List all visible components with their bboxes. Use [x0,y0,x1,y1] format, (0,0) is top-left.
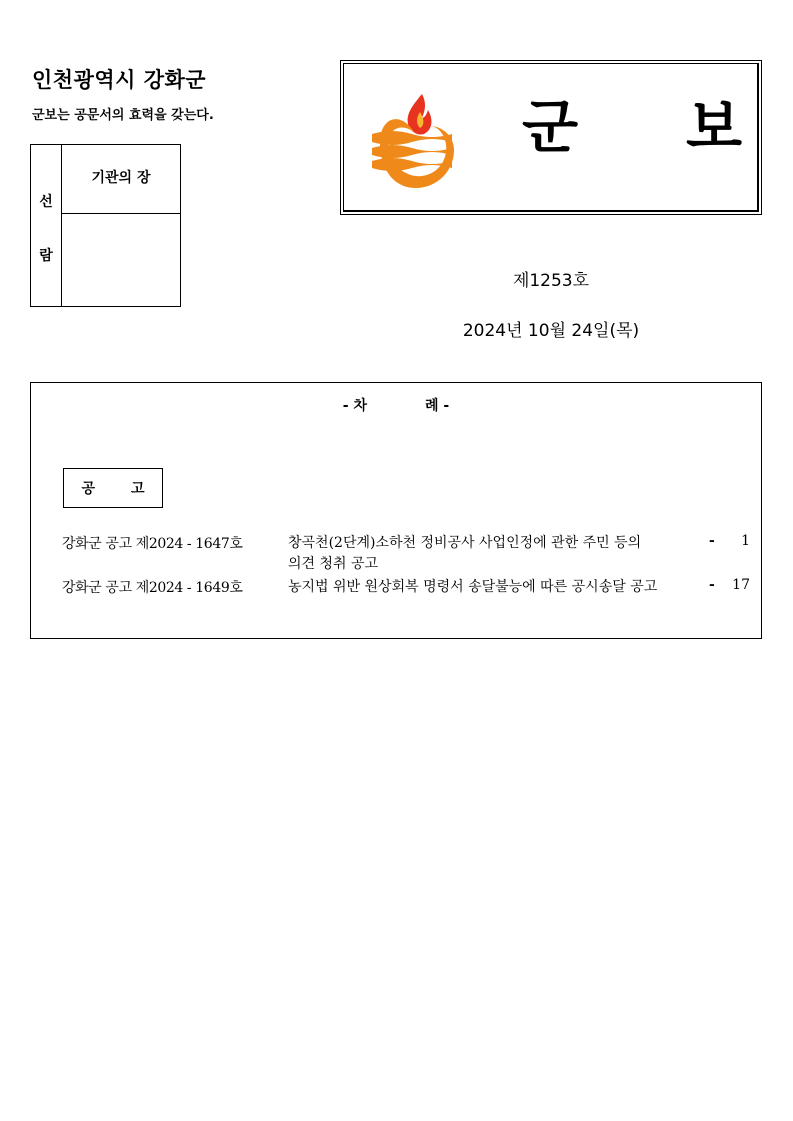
toc-entry-title [288,533,698,575]
review-side-label-2: 람 [39,248,53,264]
section-char-2: 고 [131,481,145,497]
review-box [30,144,181,307]
section-char-1: 공 [81,481,95,497]
gazette-subtitle: 군보는 공문서의 효력을 갖는다. [32,108,214,123]
toc-entry-title-line-2: 의견 청취 공고 [288,556,379,572]
gangwha-emblem-icon [370,92,458,192]
toc-entry-number: 강화군 공고 제2024 - 1647호 [62,536,243,552]
table-of-contents [30,382,762,639]
issue-date: 2024년 10월 24일(목) [462,321,640,341]
toc-entry-leader: - [709,533,715,549]
masthead-title-char-1: 군 [522,93,579,161]
review-head-label: 기관의 장 [62,145,180,214]
toc-title-right: 례 - [425,398,450,414]
section-label-notice [63,468,163,508]
org-title: 인천광역시 강화군 [32,68,207,92]
issue-number: 제1253호 [512,271,590,291]
review-side-label-1: 선 [39,194,53,210]
toc-entry-page: 1 [741,533,750,549]
toc-entry-number: 강화군 공고 제2024 - 1649호 [62,580,243,596]
review-side-column [31,145,62,306]
toc-entry-title [288,577,698,598]
toc-entry-title-line-1: 농지법 위반 원상회복 명령서 송달불능에 따른 공시송달 공고 [288,579,658,595]
toc-entry-page: 17 [732,577,750,593]
toc-entry-leader: - [709,577,715,593]
masthead-title [522,93,742,161]
toc-entry-title-line-1: 창곡천(2단계)소하천 정비공사 사업인정에 관한 주민 등의 [288,535,642,551]
toc-title-left: - 차 [342,398,367,414]
masthead-title-char-2: 보 [685,93,742,161]
masthead [340,60,762,215]
toc-title [31,395,761,415]
